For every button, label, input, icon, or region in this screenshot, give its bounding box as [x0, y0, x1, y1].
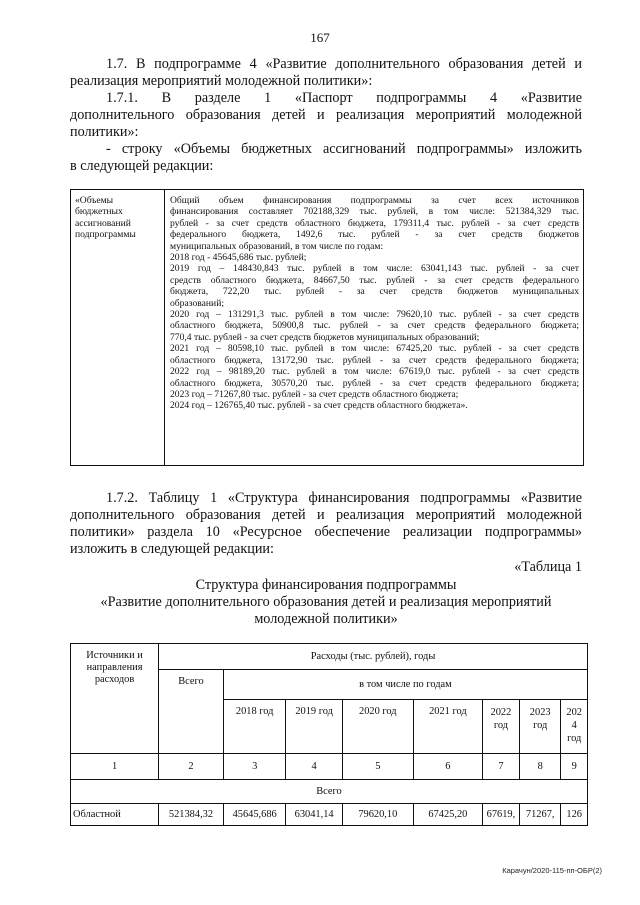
column-number: 3 [223, 754, 286, 780]
content-line: областного бюджета, 30570,20 тыс. рублей - за счет средств федерального бюджета; [170, 377, 579, 389]
table-subtitle-2: молодежной политики» [254, 611, 398, 627]
table-cell: 126 [561, 804, 588, 826]
budget-row-label [71, 190, 165, 465]
paragraph-bullet: - строку «Объемы бюджетных ассигнований подпрограммы» изложить [106, 141, 582, 157]
document-footer: Карачун/2020-115-пп-ОБР(2) [502, 866, 602, 875]
header-year: 2020 год [342, 700, 413, 754]
content-line: 770,4 тыс. рублей - за счет средств бюджетов муниципальных образований; [170, 331, 480, 343]
header-year: 2023 год [520, 700, 561, 754]
table-cell: 521384,32 [159, 804, 224, 826]
table-cell: 63041,14 [286, 804, 342, 826]
content-line: областного бюджета, 50900,8 тыс. рублей - за счет средств федерального бюджета; [170, 320, 579, 332]
content-line: бюджета, 722,20 тыс. рублей - за счет средств бюджетов муниципальных [170, 286, 579, 298]
row-label: Областной [71, 804, 159, 826]
header-year: 2021 год [413, 700, 482, 754]
budget-row-content [166, 190, 583, 465]
content-line: областного бюджета, 13172,90 тыс. рублей - за счет средств федерального бюджета; [170, 354, 579, 366]
label-line: бюджетных [75, 206, 123, 218]
content-line: 2021 год – 80598,10 тыс. рублей в том числе: 67425,20 тыс. рублей - за счет средств [170, 343, 579, 355]
paragraph-1-7-2-cont: дополнительного образования детей и реализация мероприятий молодежной [70, 507, 582, 523]
table-reference: «Таблица 1 [514, 559, 582, 575]
content-line: муниципальных образований, в том числе по годам: [170, 240, 384, 252]
content-line: федерального бюджета, 1492,6 тыс. рублей - за счет средств бюджетов [170, 229, 579, 241]
content-line: 2020 год – 131291,3 тыс. рублей в том числе: 79620,10 тыс. рублей - за счет средств [170, 309, 579, 321]
column-number: 2 [159, 754, 224, 780]
paragraph-1-7-2-cont2: политики» раздела 10 «Ресурсное обеспечение реализации подпрограммы» [70, 524, 582, 540]
column-number: 8 [520, 754, 561, 780]
header-by-years: в том числе по годам [223, 670, 587, 700]
content-line: 2023 год – 71267,80 тыс. рублей - за счет средств областного бюджета; [170, 388, 459, 400]
header-year: 2018 год [223, 700, 286, 754]
total-section-row: Всего [71, 780, 588, 804]
table-cell: 67425,20 [413, 804, 482, 826]
header-total: Всего [159, 670, 224, 754]
content-line: 2019 год – 148430,843 тыс. рублей в том числе: 63041,143 тыс. рублей - за счет [170, 263, 579, 275]
paragraph-1-7-2-end: изложить в следующей редакции: [70, 541, 274, 557]
paragraph-1-7 [70, 56, 582, 73]
table-subtitle: «Развитие дополнительного образования детей и реализация мероприятий [100, 594, 552, 610]
content-line: финансирования составляет 702188,329 тыс. рублей, в том числе: 521384,329 тыс. [170, 206, 579, 218]
paragraph-1-7-1: 1.7.1. В разделе 1 «Паспорт подпрограммы 4 «Развитие [106, 90, 582, 106]
header-sources: Источники и направления расходов [71, 644, 159, 754]
paragraph-1-7-cont: реализация мероприятий молодежной политики»: [70, 73, 373, 89]
content-line: рублей - за счет средств областного бюджета, 179311,4 тыс. рублей - за счет средств [170, 217, 579, 229]
content-line: средств областного бюджета, 84667,50 тыс. рублей - за счет средств федерального [170, 274, 579, 286]
header-year: 2022 год [482, 700, 519, 754]
paragraph-1-7-1-cont: дополнительного образования детей и реализация мероприятий молодежной [70, 107, 582, 123]
table-cell: 67619, [482, 804, 519, 826]
paragraph-1-7-2: 1.7.2. Таблицу 1 «Структура финансирования подпрограммы «Развитие [106, 490, 582, 506]
column-number: 6 [413, 754, 482, 780]
content-line: 2018 год - 45645,686 тыс. рублей; [170, 252, 307, 264]
header-year: 202 4 год [561, 700, 588, 754]
table-cell: 45645,686 [223, 804, 286, 826]
content-line: 2024 год – 126765,40 тыс. рублей - за счет средств областного бюджета». [170, 400, 468, 412]
header-expenses: Расходы (тыс. рублей), годы [159, 644, 588, 670]
column-number: 1 [71, 754, 159, 780]
content-line: образований; [170, 297, 224, 309]
header-year: 2019 год [286, 700, 342, 754]
content-line: Общий объем финансирования подпрограммы за счет всех источников [170, 195, 579, 206]
table-title: Структура финансирования подпрограммы [195, 577, 457, 593]
column-number: 9 [561, 754, 588, 780]
column-number: 4 [286, 754, 342, 780]
content-line: 2022 год – 98189,20 тыс. рублей в том числе: 67619,0 тыс. рублей - за счет средств [170, 366, 579, 378]
label-line: «Объемы [75, 195, 114, 206]
label-line: подпрограммы [75, 229, 136, 241]
page-number: 167 [310, 30, 330, 45]
column-number: 7 [482, 754, 519, 780]
paragraph-1-7-1-end: политики»: [70, 124, 139, 140]
table-cell: 71267, [520, 804, 561, 826]
paragraph-text: 1.7. В подпрограмме 4 «Развитие дополнительного образования детей и [106, 56, 582, 72]
label-line: ассигнований [75, 217, 131, 229]
column-number: 5 [342, 754, 413, 780]
paragraph-bullet-cont: в следующей редакции: [70, 158, 214, 174]
financing-table [70, 643, 588, 826]
budget-allocation-table [70, 189, 584, 466]
table-cell: 79620,10 [342, 804, 413, 826]
